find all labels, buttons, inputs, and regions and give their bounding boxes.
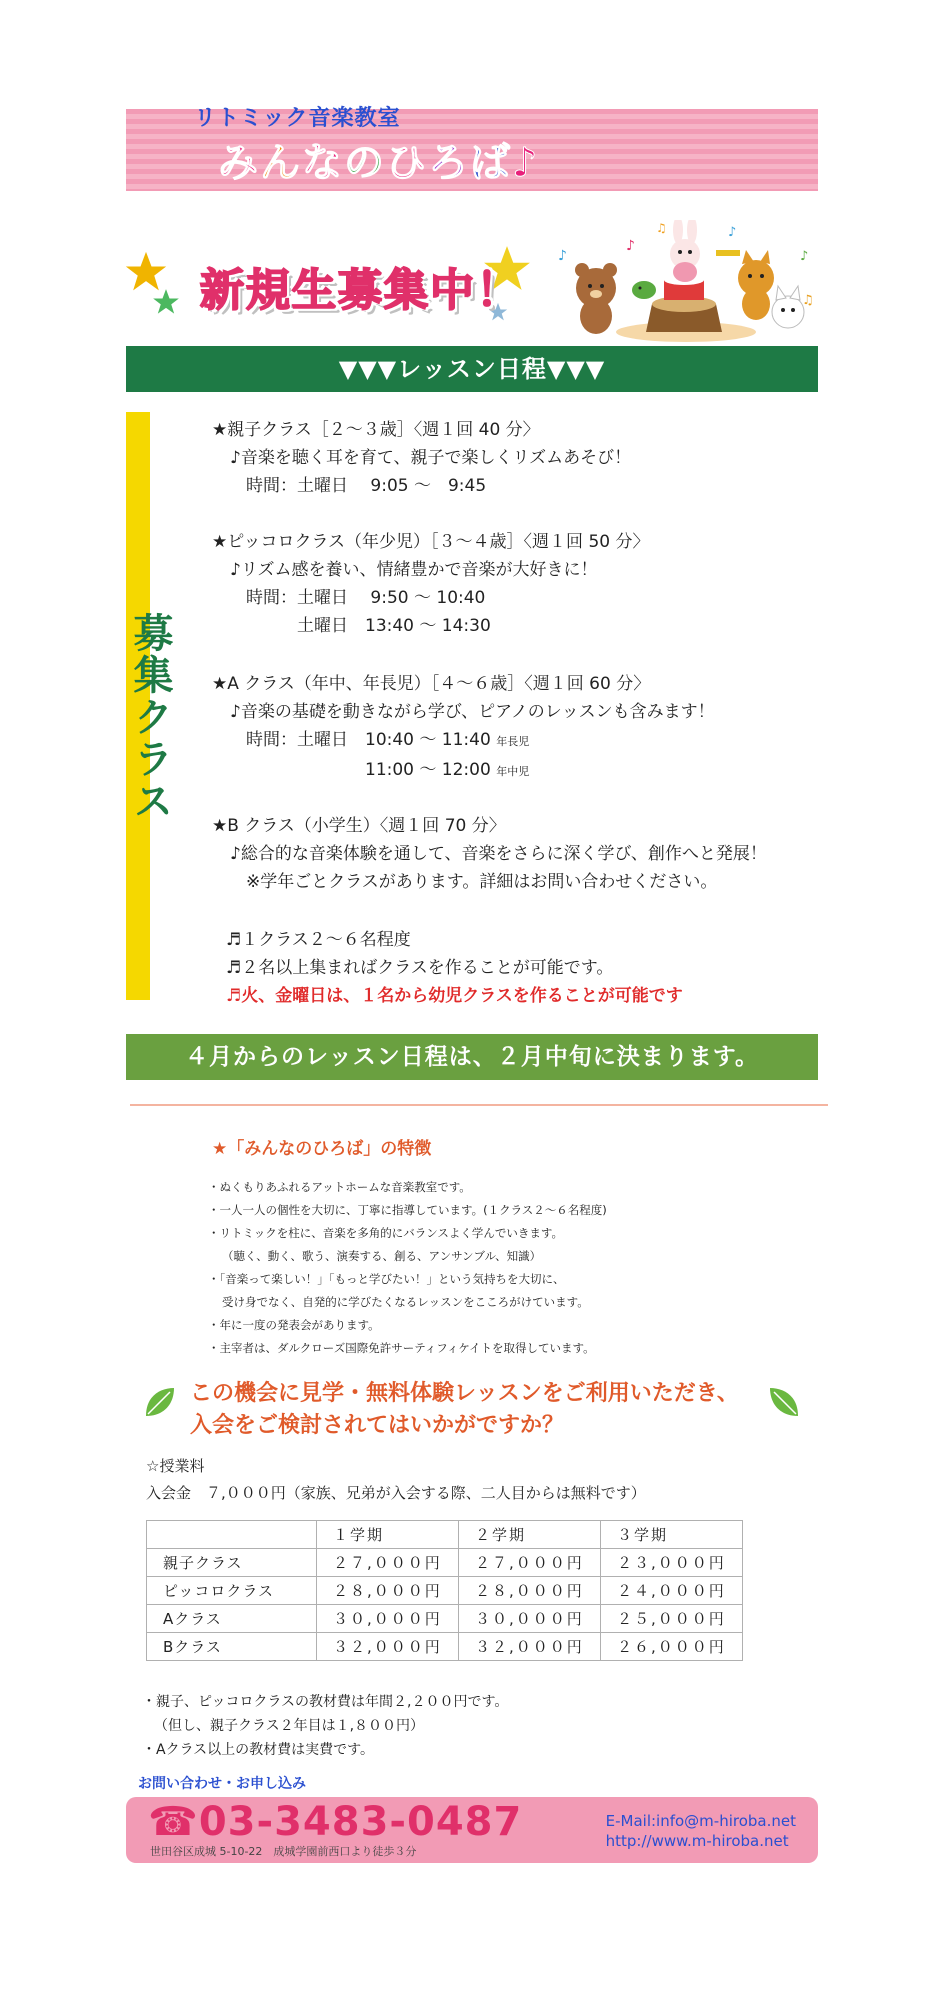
fee-heading: ☆授業料 xyxy=(146,1457,205,1475)
table-cell: ３０,０００円 xyxy=(317,1605,459,1633)
april-notice-bar: ４月からのレッスン日程は、２月中旬に決まります。 xyxy=(126,1034,818,1080)
svg-text:♪: ♪ xyxy=(800,249,809,264)
table-cell: ３２,０００円 xyxy=(317,1633,459,1661)
class-desc: ♪音楽を聴く耳を育て、親子で楽しくリズムあそび！ xyxy=(230,448,632,468)
table-cell: ２４,０００円 xyxy=(601,1577,743,1605)
table-cell: ２８,０００円 xyxy=(317,1577,459,1605)
svg-text:♪: ♪ xyxy=(626,238,635,254)
class-desc: ♪総合的な音楽体験を通して、音楽をさらに深く学び、創作へと発展！ xyxy=(230,844,767,864)
class-title: ★親子クラス［２〜３歳］〈週１回 40 分〉 xyxy=(212,420,540,440)
table-header-row xyxy=(147,1521,743,1549)
phone-number[interactable]: ☎03-3483-0487 xyxy=(148,1799,523,1845)
leaf-icon xyxy=(142,1384,178,1420)
table-header-cell xyxy=(147,1521,317,1549)
class-piccolo xyxy=(212,528,650,640)
class-time: 時間：土曜日 9:50 〜 10:40 xyxy=(246,588,486,608)
table-cell: ２３,０００円 xyxy=(601,1549,743,1577)
header-title-char: の xyxy=(344,140,386,186)
class-title: ★ピッコロクラス（年少児）［３〜４歳］〈週１回 50 分〉 xyxy=(212,532,650,552)
table-cell: ３２,０００円 xyxy=(459,1633,601,1661)
cta-line: 入会をご検討されてはいかがですか？ xyxy=(190,1413,565,1438)
class-oyako xyxy=(212,416,631,500)
header-title-char: ろ xyxy=(428,140,470,186)
table-cell: Aクラス xyxy=(147,1605,317,1633)
email-link[interactable]: E-Mail:info@m-hiroba.net xyxy=(605,1812,796,1830)
header-title-char: ん xyxy=(260,140,302,186)
svg-text:♫: ♫ xyxy=(656,221,667,235)
table-cell: ３０,０００円 xyxy=(459,1605,601,1633)
recruit-heading: 新規生募集中！ xyxy=(200,265,522,316)
entry-fee: 入会金 ７,０００円（家族、兄弟が入会する際、二人目からは無料です） xyxy=(146,1484,646,1502)
note-item: （但し、親子クラス２年目は１,８００円） xyxy=(154,1718,425,1734)
header-banner xyxy=(126,106,818,191)
class-note-item: ♬２名以上集まればクラスを作ることが可能です。 xyxy=(226,958,614,978)
features-list xyxy=(208,1176,607,1360)
cta-line: この機会に見学・無料体験レッスンをご利用いただき、 xyxy=(190,1381,739,1406)
feature-item: ・「音楽って楽しい！」「もっと学びたい！」という気持ちを大切に、 xyxy=(208,1272,565,1286)
address: 世田谷区成城 5-10-22 成城学園前西口より徒歩３分 xyxy=(150,1845,417,1858)
class-a xyxy=(212,670,715,786)
class-time: 土曜日 13:40 〜 14:30 xyxy=(246,616,491,636)
table-cell: ピッコロクラス xyxy=(147,1577,317,1605)
star-icon xyxy=(152,288,180,316)
header-title-char: ♪ xyxy=(512,140,540,186)
class-note-item: ♬１クラス２〜６名程度 xyxy=(226,930,411,950)
table-row xyxy=(147,1549,743,1577)
table-cell: ２８,０００円 xyxy=(459,1577,601,1605)
header-title-char: ば xyxy=(470,140,512,186)
header-subtitle: リトミック音楽教室 xyxy=(194,106,401,131)
feature-item: ・リトミックを柱に、音楽を多角的にバランスよく学んでいきます。 xyxy=(208,1226,564,1240)
animal-band-illustration xyxy=(556,220,818,344)
class-note: ※学年ごとクラスがあります。詳細はお問い合わせください。 xyxy=(246,872,718,892)
class-note-red: ♬火、金曜日は、１名から幼児クラスを作ることが可能です xyxy=(226,986,683,1006)
table-cell: Bクラス xyxy=(147,1633,317,1661)
table-row xyxy=(147,1633,743,1661)
feature-item: （聴く、動く、歌う、演奏する、創る、アンサンブル、知識） xyxy=(222,1249,542,1263)
header-title-char: み xyxy=(218,140,260,186)
header-title xyxy=(218,131,540,188)
side-label: 募集クラス xyxy=(127,612,173,822)
features-title: ★「みんなのひろば」の特徴 xyxy=(212,1139,432,1159)
svg-text:♪: ♪ xyxy=(558,248,567,264)
note-item: ・親子、ピッコロクラスの教材費は年間２,２００円です。 xyxy=(142,1694,509,1710)
class-title: ★B クラス（小学生）〈週１回 70 分〉 xyxy=(212,816,506,836)
class-time: 11:00 〜 12:00 年中児 xyxy=(246,760,530,780)
leaf-icon xyxy=(766,1384,802,1420)
table-cell: ２７,０００円 xyxy=(459,1549,601,1577)
table-cell: ２６,０００円 xyxy=(601,1633,743,1661)
svg-text:♫: ♫ xyxy=(802,293,814,308)
note-item: ・Aクラス以上の教材費は実費です。 xyxy=(142,1742,375,1758)
contact-box xyxy=(126,1797,818,1863)
class-desc: ♪リズム感を養い、情緒豊かで音楽が大好きに！ xyxy=(230,560,598,580)
svg-text:♪: ♪ xyxy=(728,225,737,240)
class-notes xyxy=(226,926,683,1010)
table-cell: 親子クラス xyxy=(147,1549,317,1577)
class-title: ★A クラス（年中、年長児）［４〜６歳］〈週１回 60 分〉 xyxy=(212,674,651,694)
schedule-bar: ▼▼▼レッスン日程▼▼▼ xyxy=(126,346,818,392)
trial-lesson-cta xyxy=(190,1378,739,1442)
header-title-char: ひ xyxy=(386,140,428,186)
contact-links xyxy=(606,1811,796,1851)
feature-item: ・年に一度の発表会があります。 xyxy=(208,1318,380,1332)
contact-label: お問い合わせ・お申し込み xyxy=(138,1776,306,1792)
table-row xyxy=(147,1605,743,1633)
table-header-cell: ２学期 xyxy=(459,1521,601,1549)
fee-table xyxy=(146,1520,743,1661)
table-cell: ２７,０００円 xyxy=(317,1549,459,1577)
feature-item: ・ぬくもりあふれるアットホームな音楽教室です。 xyxy=(208,1180,471,1194)
class-b xyxy=(212,812,767,896)
class-desc: ♪音楽の基礎を動きながら学び、ピアノのレッスンも含みます！ xyxy=(230,702,715,722)
table-header-cell: １学期 xyxy=(317,1521,459,1549)
feature-item: ・一人一人の個性を大切に、丁寧に指導しています。(１クラス２〜６名程度) xyxy=(208,1203,607,1217)
feature-item: ・主宰者は、ダルクローズ国際免許サーティフィケイトを取得しています。 xyxy=(208,1341,595,1355)
header-title-char: な xyxy=(302,140,344,186)
table-header-cell: ３学期 xyxy=(601,1521,743,1549)
divider xyxy=(130,1104,828,1106)
website-link[interactable]: http://www.m-hiroba.net xyxy=(605,1832,789,1850)
time-tag: 年長児 xyxy=(496,735,530,748)
class-time: 時間：土曜日 10:40 〜 11:40 年長児 xyxy=(246,730,530,750)
table-row xyxy=(147,1577,743,1605)
feature-item: 受け身でなく、自発的に学びたくなるレッスンをこころがけています。 xyxy=(222,1295,589,1309)
table-cell: ２５,０００円 xyxy=(601,1605,743,1633)
material-fee-notes xyxy=(142,1690,508,1762)
time-tag: 年中児 xyxy=(496,765,530,778)
class-time: 時間：土曜日 9:05 〜 9:45 xyxy=(246,476,487,496)
